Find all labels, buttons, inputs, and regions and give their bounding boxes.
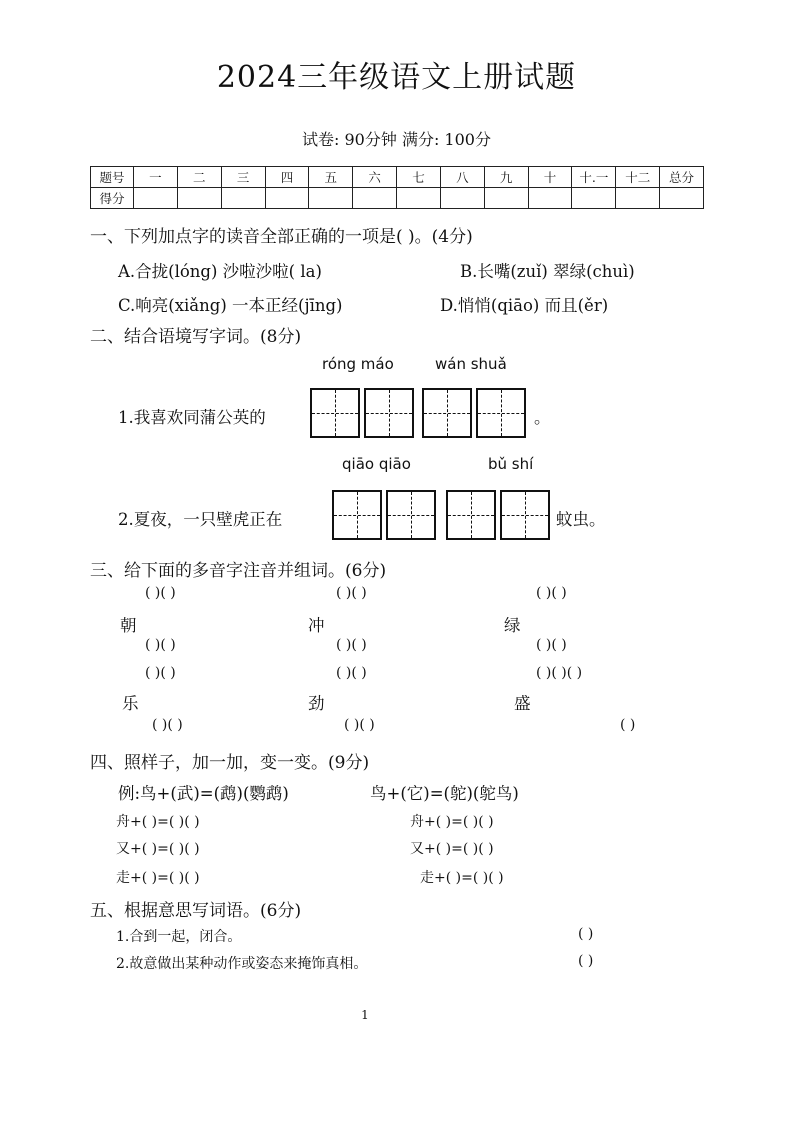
q2-s2-pinyin-b: bǔ shí: [488, 455, 534, 473]
writing-grid-box[interactable]: [446, 490, 496, 540]
polyphonic-char: 盛: [514, 694, 531, 713]
q4-row[interactable]: 舟+( )=( )( ): [410, 814, 494, 830]
score-cell[interactable]: [221, 188, 265, 209]
table-cell: 总分: [660, 167, 704, 188]
score-table-header-row: [91, 167, 704, 188]
answer-blank[interactable]: ( )( ): [536, 585, 567, 601]
q4-row[interactable]: 走+( )=( )( ): [116, 870, 200, 886]
writing-grid-box[interactable]: [386, 490, 436, 540]
score-cell[interactable]: [484, 188, 528, 209]
polyphonic-char: 冲: [308, 616, 325, 635]
q4-row[interactable]: 又+( )=( )( ): [410, 841, 494, 857]
q1-option-c: C.响亮(xiǎng) 一本正经(jīng): [118, 296, 343, 315]
table-cell: 题号: [91, 167, 134, 188]
table-cell: 得分: [91, 188, 134, 209]
score-cell[interactable]: [440, 188, 484, 209]
writing-grid-box[interactable]: [500, 490, 550, 540]
q1-option-d: D.悄悄(qiāo) 而且(ěr): [440, 296, 609, 315]
table-cell: 三: [221, 167, 265, 188]
answer-blank[interactable]: ( ): [620, 717, 636, 733]
q5-heading: 五、根据意思写词语。(6分): [90, 901, 302, 921]
score-cell[interactable]: [528, 188, 572, 209]
q2-s1-prefix: 1.我喜欢同蒲公英的: [118, 408, 266, 427]
q2-s2-pinyin-a: qiāo qiāo: [342, 455, 411, 473]
q4-example-2: 鸟+(它)=(鸵)(鸵鸟): [370, 784, 519, 803]
answer-blank[interactable]: ( )( )( ): [536, 665, 583, 681]
table-cell: 九: [484, 167, 528, 188]
q2-heading: 二、结合语境写字词。(8分): [90, 327, 302, 347]
q2-s2-suffix: 蚊虫。: [556, 510, 606, 529]
answer-blank[interactable]: ( )( ): [336, 665, 367, 681]
exam-info: 试卷: 90分钟 满分: 100分: [302, 130, 491, 149]
writing-grid-box[interactable]: [476, 388, 526, 438]
score-cell[interactable]: [660, 188, 704, 209]
answer-blank[interactable]: ( )( ): [145, 665, 176, 681]
polyphonic-char: 绿: [504, 616, 521, 635]
answer-blank[interactable]: ( )( ): [336, 637, 367, 653]
answer-blank[interactable]: ( ): [578, 953, 594, 969]
table-cell: 四: [265, 167, 309, 188]
q4-example-1: 例:鸟+(武)=(鹉)(鹦鹉): [118, 784, 289, 803]
q2-s1-pinyin-a: róng máo: [322, 355, 394, 373]
table-cell: 六: [353, 167, 397, 188]
score-cell[interactable]: [397, 188, 441, 209]
q4-row[interactable]: 走+( )=( )( ): [420, 870, 504, 886]
table-cell: 二: [177, 167, 221, 188]
writing-grid-box[interactable]: [364, 388, 414, 438]
q1-option-b: B.长嘴(zuǐ) 翠绿(chuì): [460, 262, 635, 281]
writing-grid-box[interactable]: [332, 490, 382, 540]
q1-option-a: A.合拢(lóng) 沙啦沙啦( la): [118, 262, 322, 281]
table-cell: 一: [134, 167, 178, 188]
score-cell[interactable]: [353, 188, 397, 209]
page-number: 1: [361, 1008, 369, 1022]
table-cell: 十: [528, 167, 572, 188]
score-cell[interactable]: [265, 188, 309, 209]
table-cell: 五: [309, 167, 353, 188]
score-cell[interactable]: [616, 188, 660, 209]
answer-blank[interactable]: ( ): [578, 926, 594, 942]
q2-s1-suffix: 。: [534, 408, 551, 427]
q4-heading: 四、照样子，加一加，变一变。(9分): [90, 753, 370, 773]
score-table-score-row: [91, 188, 704, 209]
q3-heading: 三、给下面的多音字注音并组词。(6分): [90, 561, 387, 581]
writing-grid-box[interactable]: [422, 388, 472, 438]
table-cell: 八: [440, 167, 484, 188]
writing-grid-box[interactable]: [310, 388, 360, 438]
q4-row[interactable]: 又+( )=( )( ): [116, 841, 200, 857]
q4-row[interactable]: 舟+( )=( )( ): [116, 814, 200, 830]
answer-blank[interactable]: ( )( ): [145, 637, 176, 653]
polyphonic-char: 乐: [122, 694, 139, 713]
answer-blank[interactable]: ( )( ): [344, 717, 375, 733]
score-cell[interactable]: [309, 188, 353, 209]
q2-s1-pinyin-b: wán shuǎ: [435, 355, 507, 373]
page-title: 2024三年级语文上册试题: [216, 60, 577, 95]
table-cell: 十二: [616, 167, 660, 188]
score-cell[interactable]: [134, 188, 178, 209]
table-cell: 十.一: [572, 167, 616, 188]
q1-heading: 一、下列加点字的读音全部正确的一项是( )。(4分): [90, 227, 473, 247]
q2-s2-prefix: 2.夏夜，一只壁虎正在: [118, 510, 283, 529]
polyphonic-char: 朝: [120, 616, 137, 635]
answer-blank[interactable]: ( )( ): [336, 585, 367, 601]
score-table: [90, 166, 704, 209]
answer-blank[interactable]: ( )( ): [152, 717, 183, 733]
q5-item-1: 1.合到一起，闭合。: [116, 929, 242, 945]
q5-item-2: 2.故意做出某种动作或姿态来掩饰真相。: [116, 956, 368, 972]
polyphonic-char: 劲: [308, 694, 325, 713]
table-cell: 七: [397, 167, 441, 188]
answer-blank[interactable]: ( )( ): [536, 637, 567, 653]
score-cell[interactable]: [572, 188, 616, 209]
answer-blank[interactable]: ( )( ): [145, 585, 176, 601]
score-cell[interactable]: [177, 188, 221, 209]
